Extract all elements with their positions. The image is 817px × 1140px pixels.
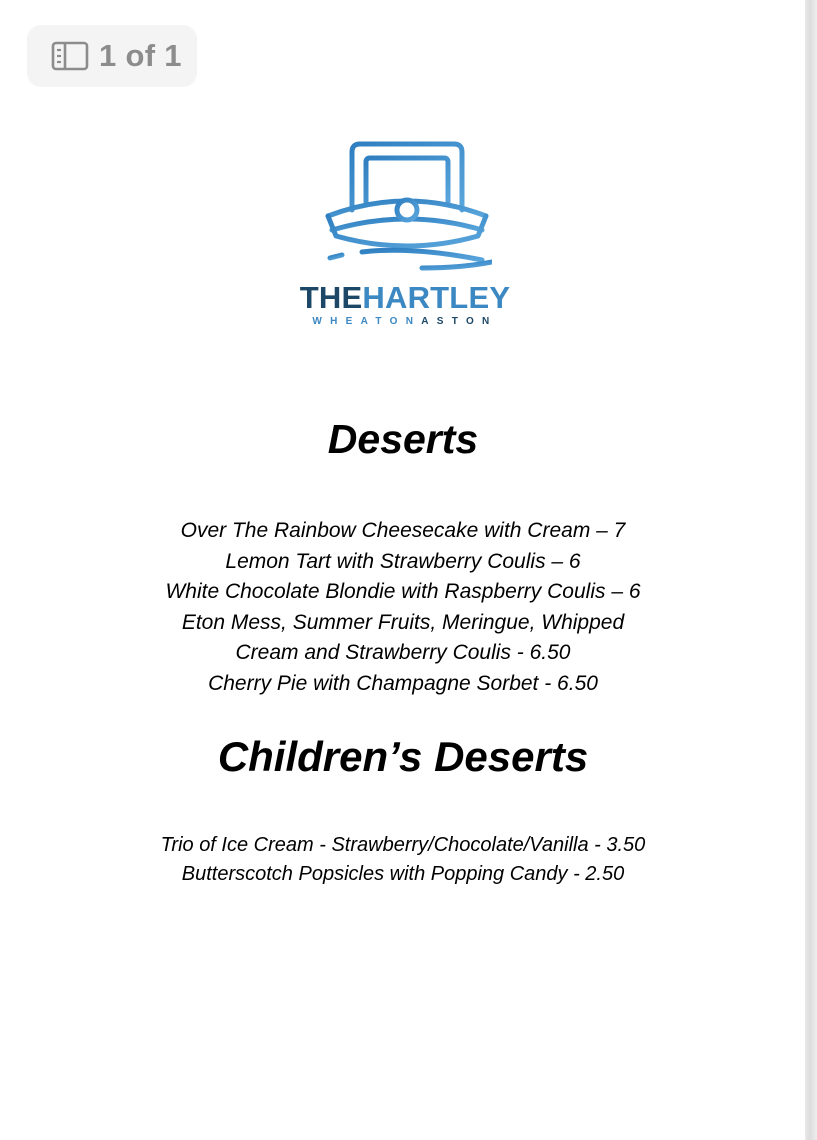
restaurant-logo [290, 138, 520, 333]
menu-item: Over The Rainbow Cheesecake with Cream – 7 [180, 519, 626, 542]
menu-item: Lemon Tart with Strawberry Coulis – 6 [225, 549, 581, 573]
menu-item: Cream and Strawberry Coulis - 6.50 [235, 641, 571, 665]
childrens-deserts-heading: Children’s Deserts [217, 733, 589, 780]
logo-wordmark: THEHARTLEY [299, 280, 511, 315]
page-indicator-text: 1 of 1 [99, 38, 182, 73]
menu-item: Butterscotch Popsicles with Popping Candy - 2.50 [181, 863, 625, 885]
logo-location: WHEATONASTON [312, 316, 498, 327]
menu-item: Eton Mess, Summer Fruits, Meringue, Whipped [181, 610, 625, 634]
canal-boat-icon [322, 138, 492, 274]
thumbnails-sidebar-icon[interactable] [51, 41, 89, 71]
childrens-deserts-list [0, 831, 806, 889]
deserts-heading: Deserts [327, 416, 479, 462]
menu-item: Trio of Ice Cream - Strawberry/Chocolate/Vanilla - 3.50 [160, 834, 646, 856]
document-viewer-edge [805, 0, 817, 1140]
deserts-list [0, 516, 806, 700]
menu-item: White Chocolate Blondie with Raspberry Coulis – 6 [165, 580, 641, 604]
page-indicator[interactable] [27, 25, 197, 87]
menu-item: Cherry Pie with Champagne Sorbet - 6.50 [208, 671, 598, 695]
